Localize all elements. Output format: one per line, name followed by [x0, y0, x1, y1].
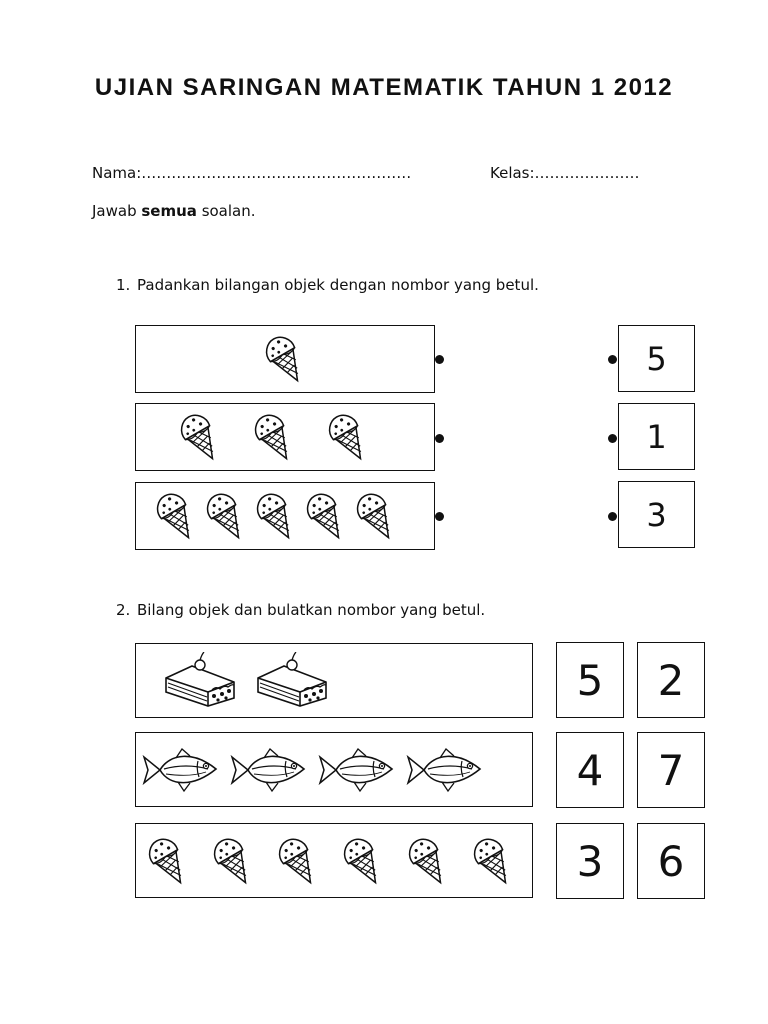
ice-cream-cone-icon — [252, 410, 296, 468]
ice-cream-cone-icon — [326, 410, 370, 468]
ice-cream-cone-icon — [254, 489, 298, 547]
q2-object-box-2 — [135, 732, 533, 807]
ice-cream-cone-icon — [211, 834, 255, 892]
ice-cream-cone-icon — [406, 834, 450, 892]
question-1-text: Padankan bilangan objek dengan nombor yang betul. — [137, 276, 539, 294]
q2-option-1b[interactable]: 2 — [637, 642, 705, 718]
q2-object-box-3 — [135, 823, 533, 898]
question-2-text: Bilang objek dan bulatkan nombor yang betul. — [137, 601, 486, 619]
page-title: UJIAN SARINGAN MATEMATIK TAHUN 1 2012 — [94, 74, 674, 101]
q1-object-box-3 — [135, 482, 435, 550]
ice-cream-cone-icon — [471, 834, 515, 892]
name-field[interactable]: Nama:……………………………………………… — [92, 164, 412, 182]
fish-icon — [406, 747, 482, 797]
q1-left-dot-3[interactable] — [435, 512, 444, 521]
q1-right-dot-2[interactable] — [608, 434, 617, 443]
question-1-number: 1. — [116, 276, 131, 294]
fish-icon — [142, 747, 218, 797]
cake-slice-icon — [254, 652, 330, 714]
q2-object-box-1 — [135, 643, 533, 718]
instruction-bold: semua — [141, 202, 197, 220]
fish-icon — [318, 747, 394, 797]
ice-cream-cone-icon — [154, 489, 198, 547]
q1-object-box-2 — [135, 403, 435, 471]
instruction-suffix: soalan. — [196, 202, 256, 220]
q2-option-3b[interactable]: 6 — [637, 823, 705, 899]
instruction-prefix: Jawab — [92, 202, 142, 220]
ice-cream-cone-icon — [263, 332, 307, 390]
class-field[interactable]: Kelas:………………… — [490, 164, 640, 182]
cake-slice-icon — [162, 652, 238, 714]
ice-cream-cone-icon — [146, 834, 190, 892]
q1-number-box-3[interactable]: 3 — [618, 481, 695, 548]
q1-right-dot-1[interactable] — [608, 355, 617, 364]
ice-cream-cone-icon — [204, 489, 248, 547]
q2-option-3a[interactable]: 3 — [556, 823, 624, 899]
q1-left-dot-2[interactable] — [435, 434, 444, 443]
q1-number-box-2[interactable]: 1 — [618, 403, 695, 470]
q2-option-2b[interactable]: 7 — [637, 732, 705, 808]
q2-option-1a[interactable]: 5 — [556, 642, 624, 718]
q1-number-box-1[interactable]: 5 — [618, 325, 695, 392]
q2-option-2a[interactable]: 4 — [556, 732, 624, 808]
question-2-number: 2. — [116, 601, 131, 619]
q1-right-dot-3[interactable] — [608, 512, 617, 521]
q1-object-box-1 — [135, 325, 435, 393]
fish-icon — [230, 747, 306, 797]
q1-left-dot-1[interactable] — [435, 355, 444, 364]
ice-cream-cone-icon — [276, 834, 320, 892]
ice-cream-cone-icon — [354, 489, 398, 547]
instruction — [92, 202, 256, 220]
ice-cream-cone-icon — [178, 410, 222, 468]
ice-cream-cone-icon — [304, 489, 348, 547]
ice-cream-cone-icon — [341, 834, 385, 892]
